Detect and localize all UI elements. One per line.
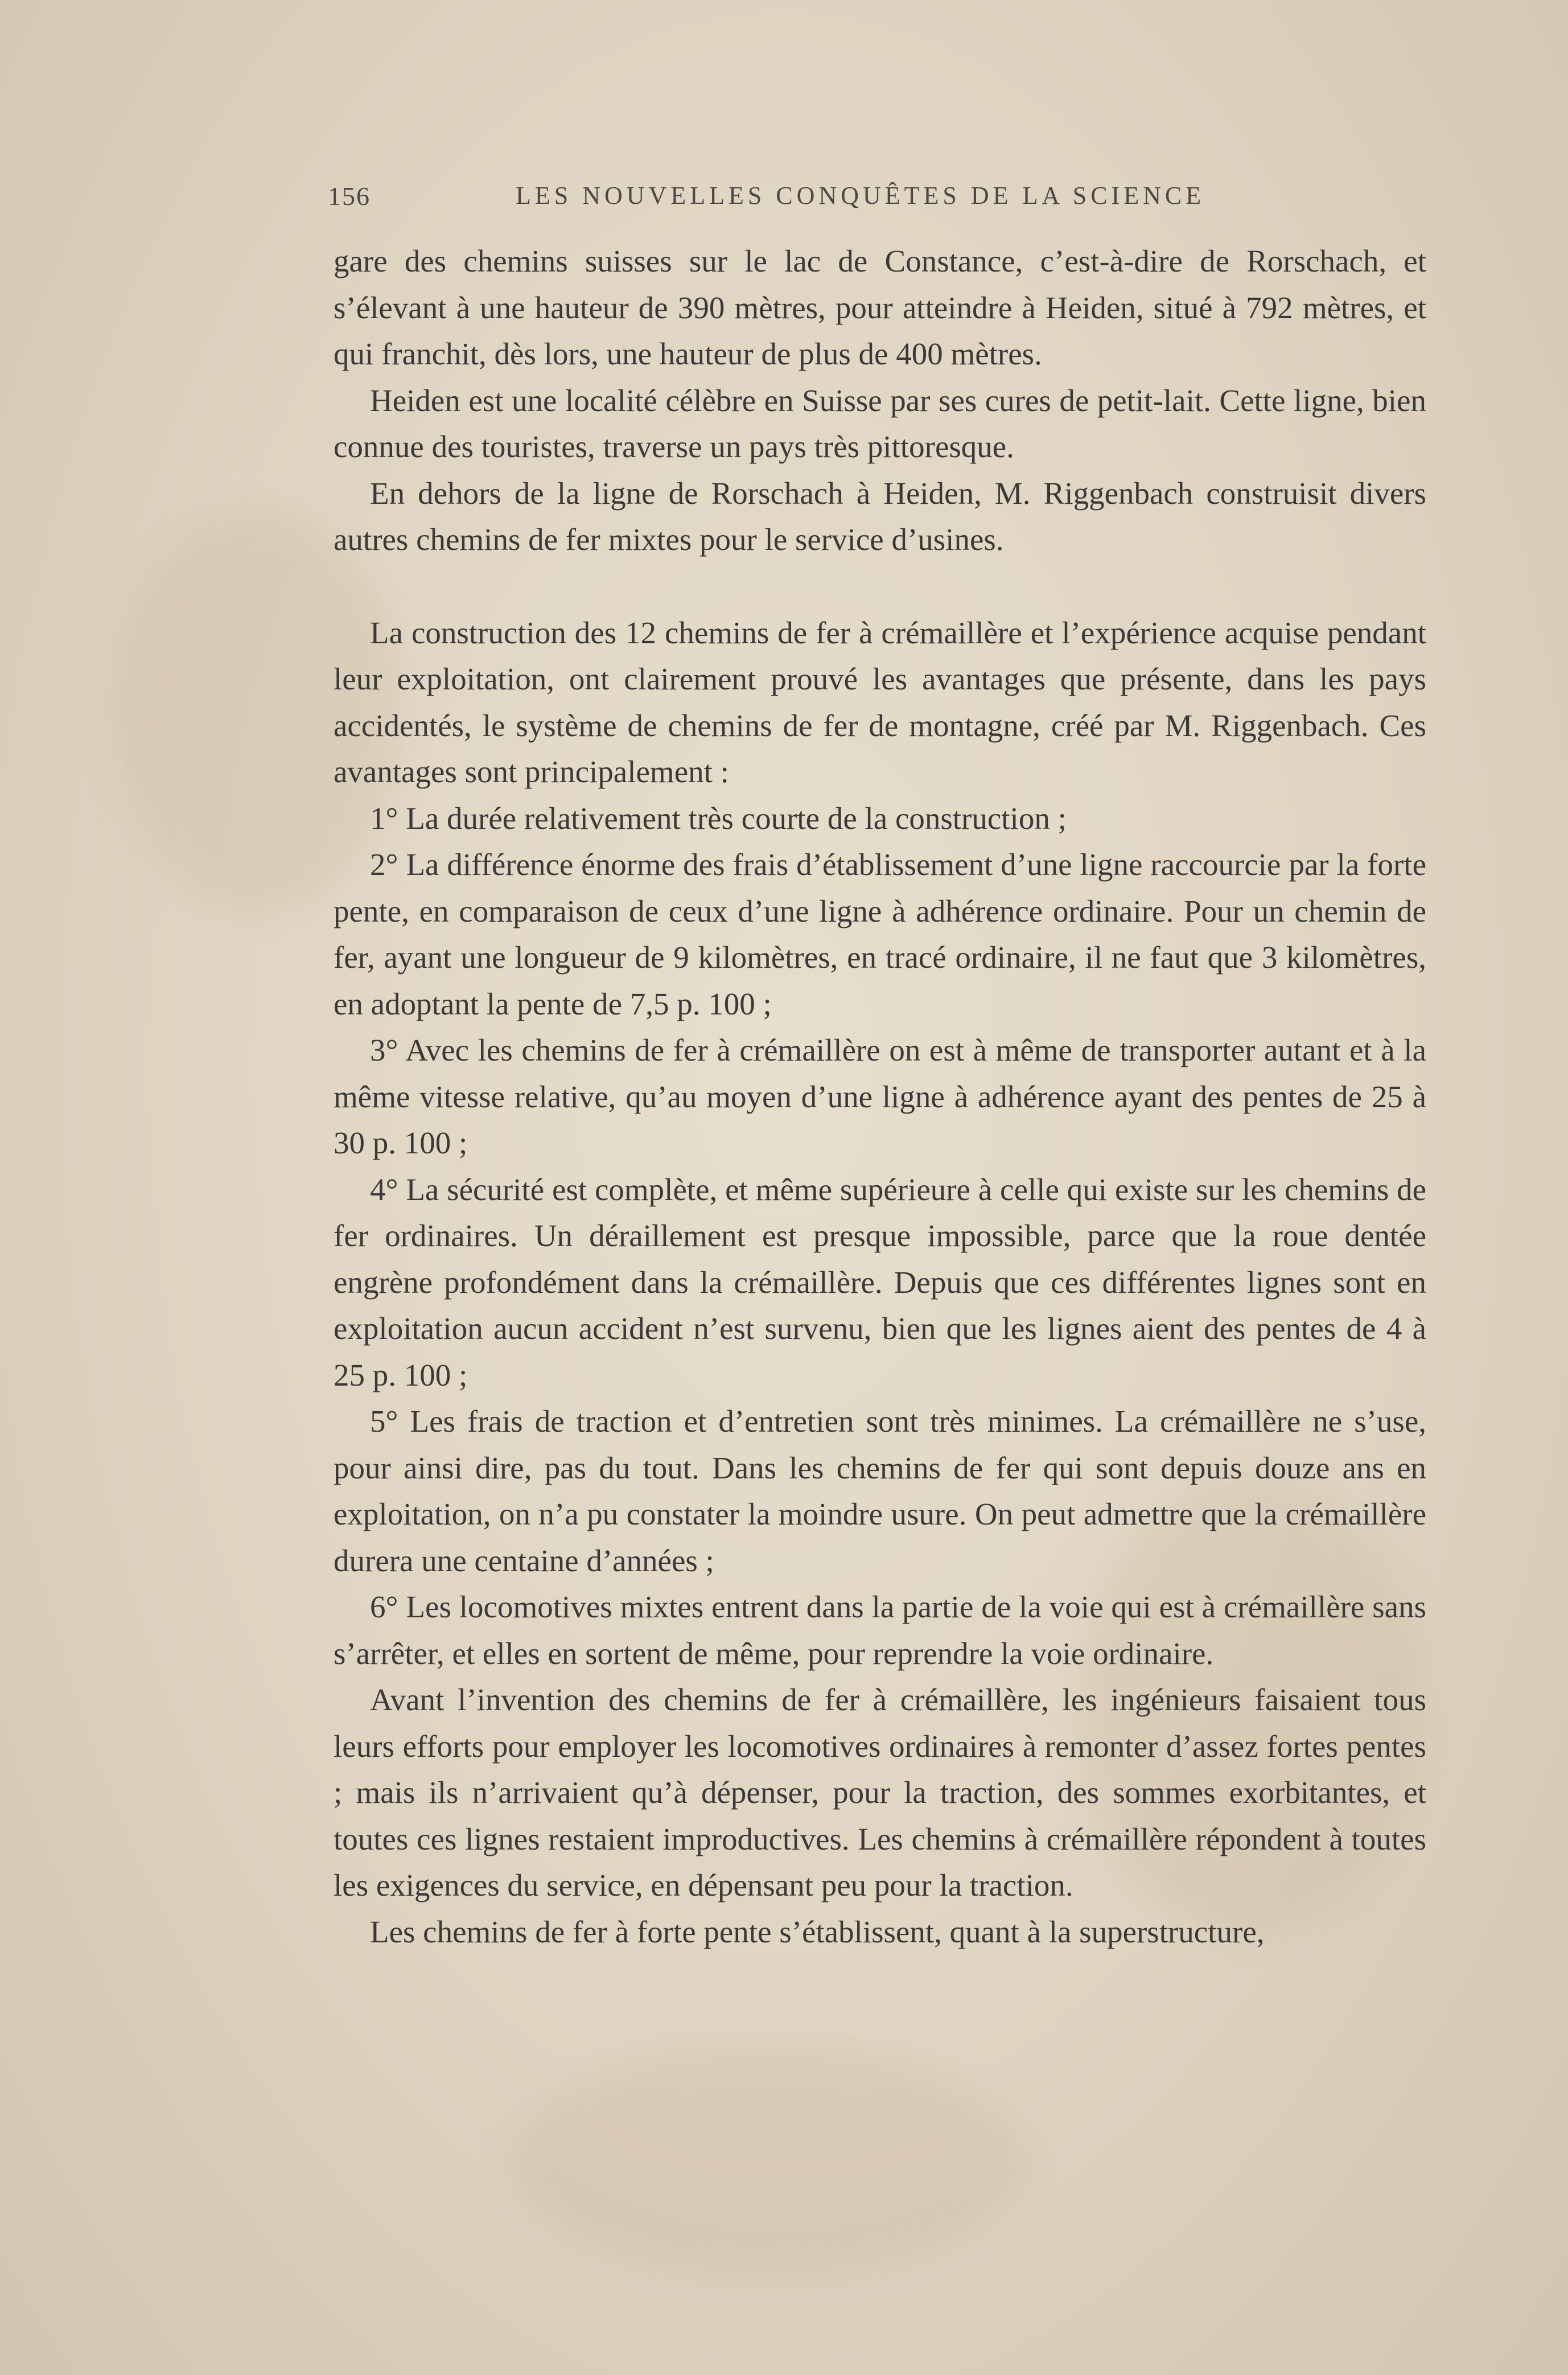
body-text bbox=[334, 238, 1426, 1955]
list-item: 4° La sécurité est complète, et même supérieure à celle qui existe sur les chemins de fer ordinaires. Un déraillement est presque impossible, parce que la roue dentée engrène profondément dans la crémaillère. Depuis que ces différentes lignes sont en exploitation aucun accident n’est survenu, bien que les lignes aient des pentes de 4 à 25 p. 100 ; bbox=[334, 1172, 1426, 1392]
paper-stain bbox=[512, 2049, 1024, 2277]
list-item: 1° La durée relativement très courte de la construction ; bbox=[370, 800, 1067, 836]
list-item: 5° Les frais de traction et d’entretien sont très minimes. La crémaillère ne s’use, pour ainsi dire, pas du tout. Dans les chemins de fer qui sont depuis douze ans en exploitation, on n’a pu constater la moindre usure. On peut admettre que la crémaillère durera une centaine d’années ; bbox=[334, 1404, 1426, 1578]
paragraph: Les chemins de fer à forte pente s’établissent, quant à la superstructure, bbox=[370, 1914, 1265, 1949]
paragraph: Avant l’invention des chemins de fer à crémaillère, les ingénieurs faisaient tous leurs efforts pour employer les locomotives ordinaires à remonter d’assez fortes pentes ; mais ils n’arrivaient qu’à dépenser, pour la traction, des sommes exorbitantes, et toutes ces lignes restaient improductives. Les chemins à crémaillère répondent à toutes les exigences du service, en dépensant peu pour la traction. bbox=[334, 1682, 1426, 1903]
paragraph: Heiden est une localité célèbre en Suisse par ses cures de petit-lait. Cette ligne, bien connue des touristes, traverse un pays très pittoresque. bbox=[334, 383, 1426, 464]
page-header bbox=[328, 181, 1434, 227]
paragraph: En dehors de la ligne de Rorschach à Heiden, M. Riggenbach construisit divers autres chemins de fer mixtes pour le service d’usines. bbox=[334, 475, 1426, 557]
running-title: LES NOUVELLES CONQUÊTES DE LA SCIENCE bbox=[516, 182, 1205, 209]
section-gap bbox=[334, 563, 1426, 610]
paragraph: gare des chemins suisses sur le lac de Constance, c’est-à-dire de Rorschach, et s’élevant à une hauteur de 390 mètres, pour atteindre à Heiden, situé à 792 mètres, et qui franchit, dès lors, une hauteur de plus de 400 mètres. bbox=[334, 244, 1426, 371]
list-item: 3° Avec les chemins de fer à crémaillère on est à même de transporter autant et à la même vitesse relative, qu’au moyen d’une ligne à adhérence ayant des pentes de 25 à 30 p. 100 ; bbox=[334, 1033, 1426, 1160]
list-item: 6° Les locomotives mixtes entrent dans la partie de la voie qui est à crémaillère sans s’arrêter, et elles en sortent de même, pour reprendre la voie ordinaire. bbox=[334, 1589, 1426, 1671]
page-number: 156 bbox=[328, 182, 371, 211]
list-item: 2° La différence énorme des frais d’établissement d’une ligne raccourcie par la forte pente, en comparaison de ceux d’une ligne à adhérence ordinaire. Pour un chemin de fer, ayant une longueur de 9 kilomètres, en tracé ordinaire, il ne faut que 3 kilomètres, en adoptant la pente de 7,5 p. 100 ; bbox=[334, 847, 1426, 1021]
paragraph: La construction des 12 chemins de fer à crémaillère et l’expérience acquise pendant leur exploitation, ont clairement prouvé les avantages que présente, dans les pays accidentés, le système de chemins de fer de montagne, créé par M. Riggenbach. Ces avantages sont principalement : bbox=[334, 615, 1426, 789]
